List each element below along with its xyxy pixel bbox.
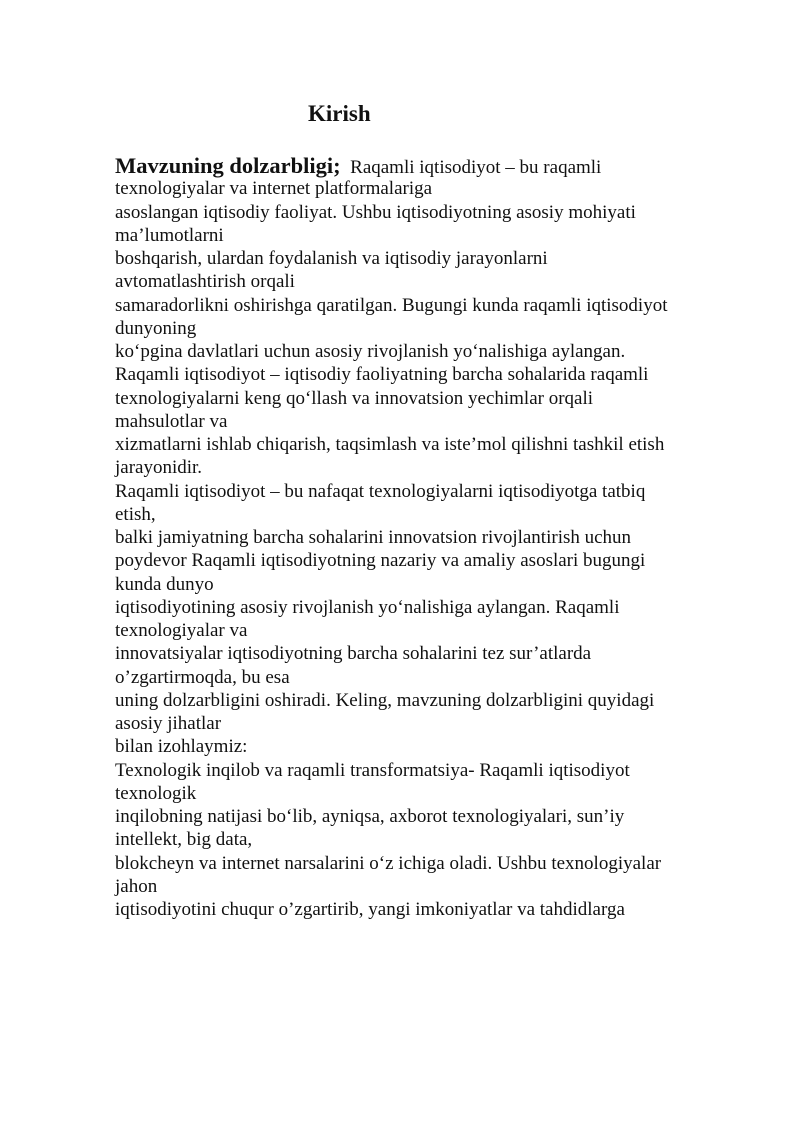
text-line: dunyoning <box>115 317 197 339</box>
text-line: bilan izohlaymiz: <box>115 736 248 758</box>
text-line: jarayonidir. <box>115 457 203 479</box>
text-line: balki jamiyatning barcha sohalarini innovatsion rivojlantirish uchun <box>115 527 632 548</box>
text-line: ma’lumotlarni <box>115 224 224 246</box>
text-line: kunda dunyo <box>115 573 214 595</box>
first-line-text: Raqamli iqtisodiyot – bu raqamli <box>350 157 602 178</box>
text-line: uning dolzarbligini oshiradi. Keling, mavzuning dolzarbligini quyidagi <box>115 689 655 711</box>
page-title: Kirish <box>308 101 371 126</box>
text-line: asosiy jihatlar <box>115 713 222 734</box>
text-line: innovatsiyalar iqtisodiyotning barcha sohalarini tez sur’atlarda <box>115 643 592 665</box>
document-body <box>115 154 765 921</box>
text-line <box>115 154 765 177</box>
section-heading: Mavzuning dolzarbligi; <box>115 153 341 178</box>
text-line: blokcheyn va internet narsalarini o‘z ichiga oladi. Ushbu texnologiyalar <box>115 852 662 874</box>
text-line: etish, <box>115 503 156 525</box>
text-line: Raqamli iqtisodiyot – bu nafaqat texnologiyalarni iqtisodiyotga tatbiq <box>115 480 646 502</box>
text-line: Raqamli iqtisodiyot – iqtisodiy faoliyatning barcha sohalarida raqamli <box>115 364 649 386</box>
text-line: boshqarish, ulardan foydalanish va iqtisodiy jarayonlarni <box>115 248 548 269</box>
text-line: texnologiyalar va <box>115 620 248 641</box>
text-line: samaradorlikni oshirishga qaratilgan. Bugungi kunda raqamli iqtisodiyot <box>115 294 668 316</box>
text-line: poydevor Raqamli iqtisodiyotning nazariy va amaliy asoslari bugungi <box>115 550 646 572</box>
text-line: o’zgartirmoqda, bu esa <box>115 666 290 688</box>
text-line: iqtisodiyotini chuqur o’zgartirib, yangi imkoniyatlar va tahdidlarga <box>115 899 625 920</box>
text-line: avtomatlashtirish orqali <box>115 271 295 293</box>
text-line: xizmatlarni ishlab chiqarish, taqsimlash va iste’mol qilishni tashkil etish <box>115 434 665 455</box>
text-line: asoslangan iqtisodiy faoliyat. Ushbu iqtisodiyotning asosiy mohiyati <box>115 201 636 223</box>
text-line: inqilobning natijasi bo‘lib, ayniqsa, axborot texnologiyalari, sun’iy <box>115 806 625 827</box>
text-line: Texnologik inqilob va raqamli transformatsiya- Raqamli iqtisodiyot <box>115 759 630 781</box>
text-line: iqtisodiyotining asosiy rivojlanish yo‘nalishiga aylangan. Raqamli <box>115 596 620 618</box>
text-line: texnologiyalar va internet platformalariga <box>115 178 433 200</box>
text-line: texnologiyalarni keng qo‘llash va innovatsion yechimlar orqali <box>115 387 594 409</box>
text-line: jahon <box>115 875 158 897</box>
text-line: ko‘pgina davlatlari uchun asosiy rivojlanish yo‘nalishiga aylangan. <box>115 341 626 362</box>
text-line: texnologik <box>115 782 197 804</box>
text-line: mahsulotlar va <box>115 410 228 432</box>
text-line: intellekt, big data, <box>115 829 253 851</box>
